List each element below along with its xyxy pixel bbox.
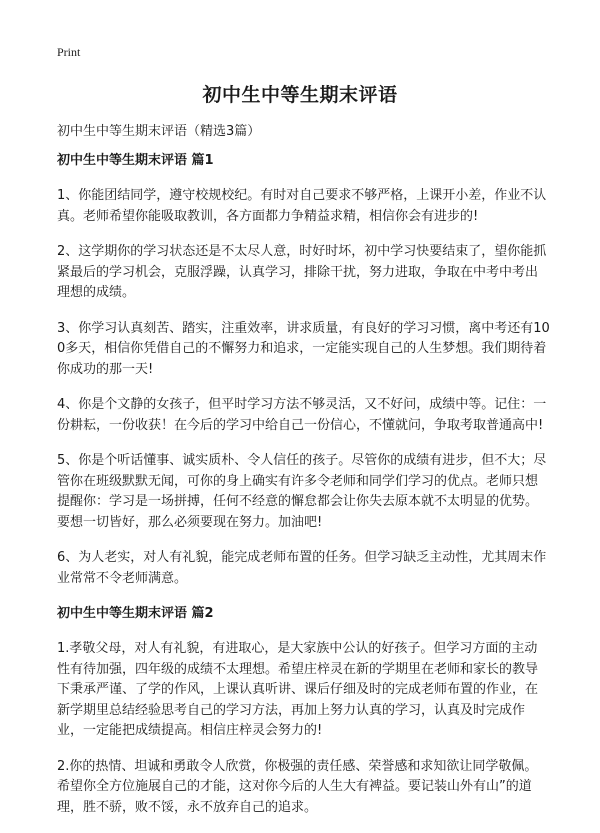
paragraph: 3、你学习认真刻苦、踏实，注重效率，讲求质量，有良好的学习习惯，离中考还有100多天，相信你凭借自己的不懈努力和追求，一定能实现自己的人生梦想。我们期待着你成功的那一天! [57,320,550,377]
paragraph: 2、这学期你的学习状态还是不太尽人意，时好时坏，初中学习快要结束了，望你能抓紧最后的学习机会，克服浮躁，认真学习，排除干扰，努力进取，争取在中考中考出理想的成绩。 [57,244,547,300]
paragraph: 4、你是个文静的女孩子，但平时学习方法不够灵活，又不好问，成绩中等。记住：一份耕耘，一份收获！在今后的学习中给自己一份信心，不懂就问，争取考取普通高中! [57,397,547,433]
document-subtitle: 初中生中等生期末评语（精选3篇） [57,124,261,139]
paragraph: 5、你是个听话懂事、诚实质朴、令人信任的孩子。尽管你的成绩有进步，但不大；尽管你在班级默默无闻，可你的身上确实有许多令老师和同学们学习的优点。老师只想提醒你：学习是一场拼搏，任何不经意的懈怠都会让你失去原本就不太明显的优势。要想一切皆好，那么必须要现在努力。加油吧! [57,453,547,530]
print-link[interactable]: Print [57,45,81,59]
paragraph: 6、为人老实，对人有礼貌，能完成老师布置的任务。但学习缺乏主动性，尤其周末作业常常不令老师满意。 [57,550,547,586]
paragraph: 2.你的热情、坦诚和勇敢令人欣赏，你极强的责任感、荣誉感和求知欲让同学敬佩。希望你全方位施展自己的才能，这对你今后的人生大有裨益。要记装山外有山”的道理，胜不骄，败不馁，永不放弃自己的追求。 [57,758,538,815]
section-1 [57,151,550,589]
paragraph: 1.孝敬父母，对人有礼貌，有进取心，是大家族中公认的好孩子。但学习方面的主动性有待加强，四年级的成绩不太理想。希望庄梓灵在新的学期里在老师和家长的教导下秉承严谨、了学的作风，上课认真听讲、课后仔细及时的完成老师布置的作业，在新学期里总结经验思考自己的学习方法，再加上努力认真的学习，认真及时完成作业，一定能把成绩提高。相信庄梓灵会努力的! [57,641,539,738]
document-body [57,151,550,833]
paragraph: 1、你能团结同学，遵守校规校纪。有时对自己要求不够严格，上课开小差，作业不认真。老师希望你能吸取教训，各方面都力争精益求精，相信你会有进步的! [57,188,547,224]
section-heading: 初中生中等生期末评语 篇1 [57,153,214,168]
page-title: 初中生中等生期末评语 [202,84,398,106]
section-2 [57,604,550,818]
section-heading: 初中生中等生期末评语 篇2 [57,606,214,621]
